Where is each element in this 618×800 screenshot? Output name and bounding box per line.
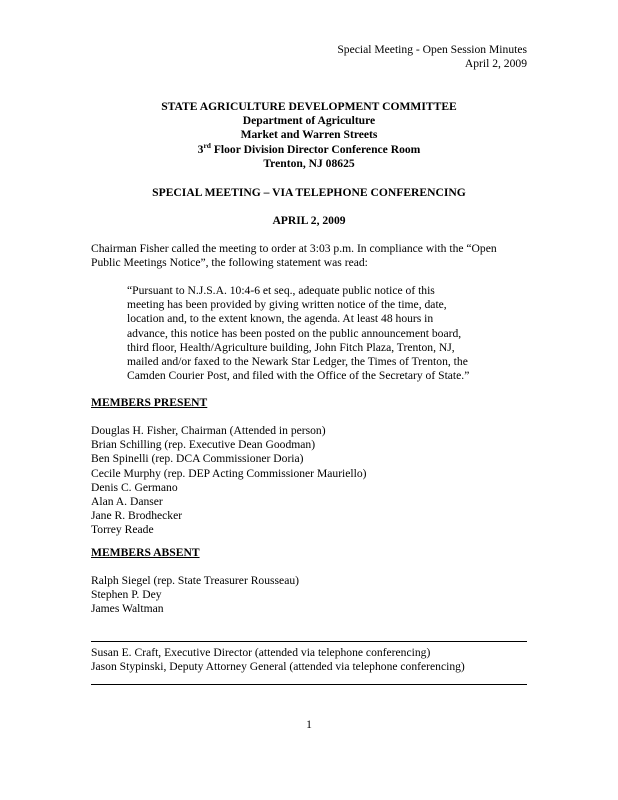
room-ordinal: 3 [197,142,204,156]
notice-line: third floor, Health/Agriculture building, John Fitch Plaza, Trenton, NJ, [127,340,455,354]
list-item: James Waltman [91,602,164,616]
notice-line: meeting has been provided by giving written notice of the time, date, [127,298,447,312]
members-absent-list [91,574,299,617]
list-item: Stephen P. Dey [91,588,162,602]
city-zip: Trenton, NJ 08625 [263,156,355,170]
org-name: STATE AGRICULTURE DEVELOPMENT COMMITTEE [161,100,457,113]
notice-line: “Pursuant to N.J.S.A. 10:4-6 et seq., adequate public notice of this [127,284,435,297]
header-date: April 2, 2009 [464,57,527,70]
department-name: Department of Agriculture [242,114,376,128]
notice-line: advance, this notice has been posted on the public announcement board, [127,326,462,340]
list-item: Jason Stypinski, Deputy Attorney General (attended via telephone conferencing) [91,660,465,674]
intro-line: Chairman Fisher called the meeting to order at 3:03 p.m. In compliance with the “Open [91,242,497,255]
list-item: Jane R. Brodhecker [91,509,183,523]
meeting-type-heading: SPECIAL MEETING – VIA TELEPHONE CONFERENCING [152,186,466,199]
public-notice-quote [127,284,527,383]
street-address: Market and Warren Streets [240,128,378,142]
running-header [337,43,527,71]
list-item: Torrey Reade [91,523,154,537]
header-title: Special Meeting - Open Session Minutes [337,43,527,56]
divider [91,684,527,685]
notice-line: Camden Courier Post, and filed with the Office of the Secretary of State.” [127,369,470,383]
meeting-date-heading: APRIL 2, 2009 [272,214,346,227]
members-present-heading: MEMBERS PRESENT [91,396,208,409]
page-number: 1 [306,718,312,731]
room-description: Floor Division Director Conference Room [210,142,421,156]
members-present-list [91,424,367,538]
notice-line: mailed and/or faxed to the Newark Star Ledger, the Times of Trenton, the [127,355,468,369]
title-block [0,100,618,171]
list-item: Ralph Siegel (rep. State Treasurer Rousseau) [91,574,300,587]
list-item: Alan A. Danser [91,495,163,509]
notice-line: location and, to the extent known, the agenda. At least 48 hours in [127,312,434,326]
members-present-section [91,396,367,538]
list-item: Douglas H. Fisher, Chairman (Attended in person) [91,424,326,437]
list-item: Denis C. Germano [91,480,178,494]
list-item: Cecile Murphy (rep. DEP Acting Commissioner Mauriello) [91,466,367,480]
members-absent-heading: MEMBERS ABSENT [91,546,200,559]
list-item: Susan E. Craft, Executive Director (attended via telephone conferencing) [91,646,431,659]
room-ordinal-suffix: rd [203,140,211,150]
members-absent-section [91,546,299,617]
list-item: Ben Spinelli (rep. DCA Commissioner Doria) [91,452,304,466]
intro-line: Public Meetings Notice”, the following statement was read: [91,256,368,270]
intro-paragraph [91,242,531,270]
staff-attendees [91,646,465,674]
room-name [0,140,618,157]
divider [91,641,527,642]
list-item: Brian Schilling (rep. Executive Dean Goodman) [91,438,316,452]
